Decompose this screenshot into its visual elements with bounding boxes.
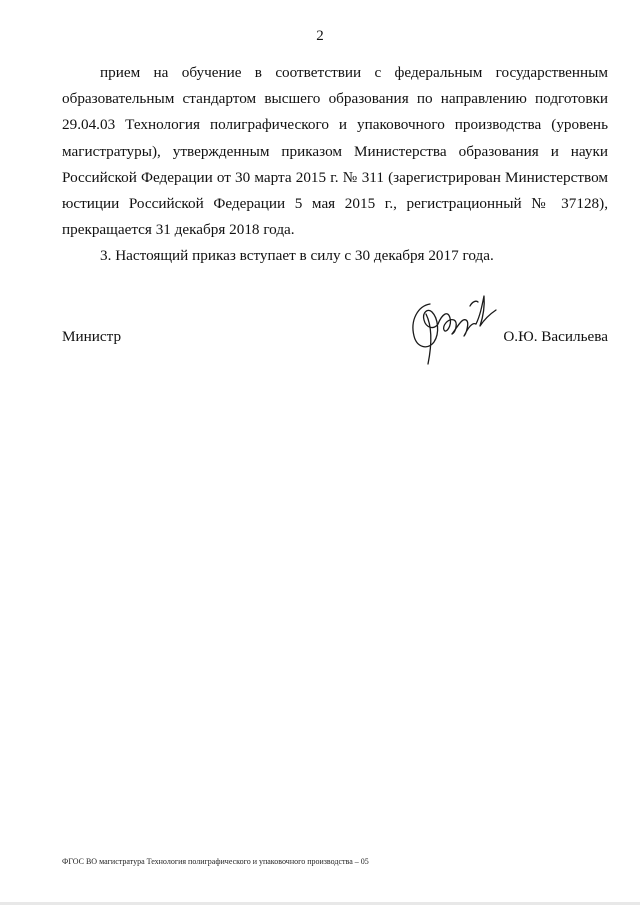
paragraph-effective-date <box>62 243 608 269</box>
text-line: Российской Федерации от 30 марта 2015 г. № 311 (зарегистрирован Министерством <box>62 168 608 186</box>
text-line: прием на обучение в соответствии с федеральным государственным <box>100 64 608 81</box>
page-number: 2 <box>316 28 324 44</box>
paragraph-termination <box>62 60 608 243</box>
signature-stroke <box>470 301 478 306</box>
document-body <box>62 60 608 270</box>
handwritten-signature <box>400 286 500 366</box>
signature-stroke <box>413 304 438 347</box>
signer-name: О.Ю. Васильева <box>503 328 608 345</box>
text-line: образовательным стандартом высшего образования по направлению подготовки <box>62 90 608 108</box>
text-line: 29.04.03 Технология полиграфического и упаковочного производства (уровень <box>62 116 608 134</box>
signature-stroke <box>476 296 496 326</box>
text-line: юстиции Российской Федерации 5 мая 2015 г., регистрационный № 37128), <box>62 195 608 213</box>
footer-reference: ФГОС ВО магистратура Технология полиграфического и упаковочного производства – 05 <box>62 857 369 866</box>
signature-row <box>62 328 608 358</box>
signer-title: Министр <box>62 328 122 345</box>
text-line: прекращается 31 декабря 2018 года. <box>62 221 295 239</box>
text-line: магистратуры), утвержденным приказом Министерства образования и науки <box>62 142 608 160</box>
text-line: 3. Настоящий приказ вступает в силу с 30 декабря 2017 года. <box>100 247 494 265</box>
signature-stroke <box>426 314 431 364</box>
